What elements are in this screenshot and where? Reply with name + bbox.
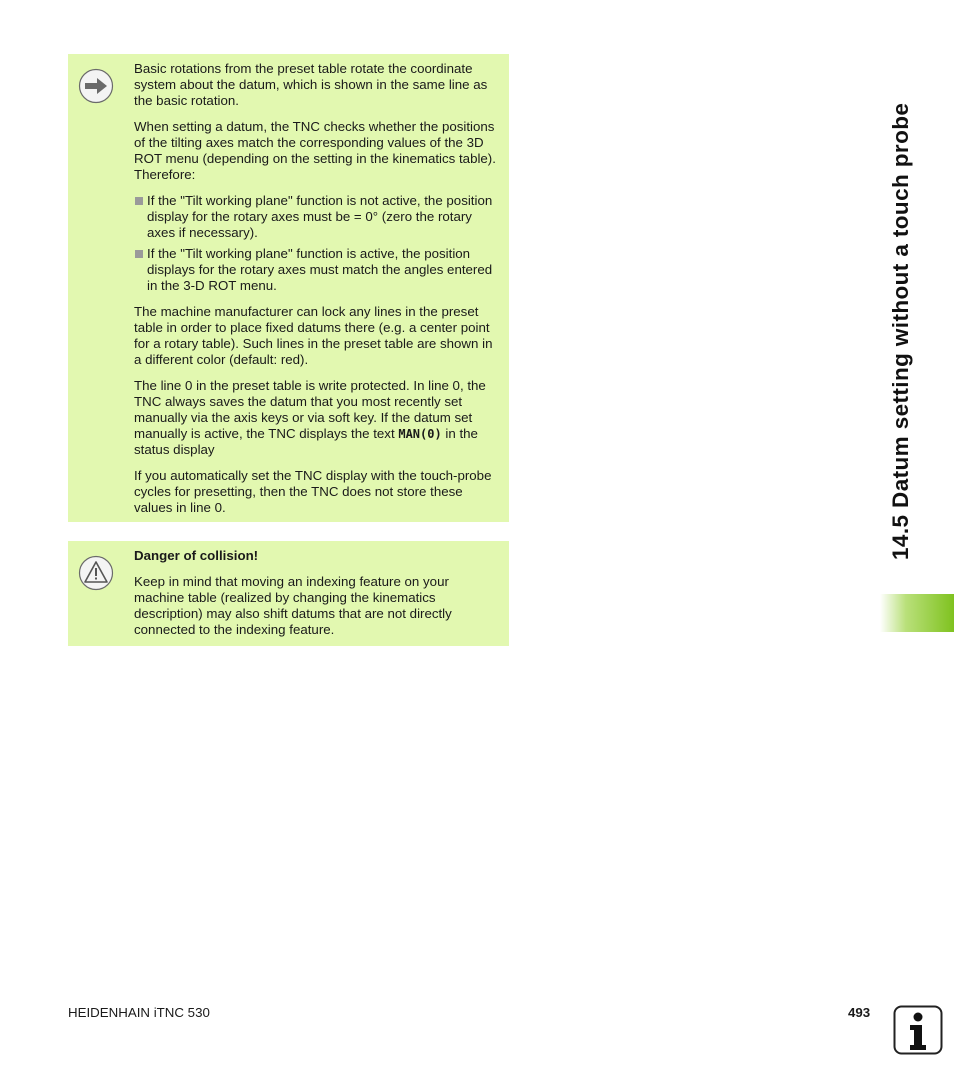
note-box — [68, 54, 509, 522]
list-item — [134, 193, 498, 241]
status-code: MAN(0) — [398, 427, 442, 441]
note-paragraph — [134, 378, 498, 458]
note-paragraph: The machine manufacturer can lock any lines in the preset table in order to place fixed datums there (e.g. a center point for a rotary table). Such lines in the preset table are shown in a different color (default: red). — [134, 304, 493, 367]
info-icon — [893, 1005, 943, 1055]
list-item-text: If the "Tilt working plane" function is not active, the position display for the rotary axes must be = 0° (zero the rotary axes if necessary). — [147, 193, 493, 240]
note-paragraph: When setting a datum, the TNC checks whether the positions of the tilting axes match the corresponding values of the 3D ROT menu (depending on the setting in the kinematics table). Therefore: — [134, 119, 496, 182]
bullet-square-icon — [135, 250, 143, 258]
note-text — [134, 61, 498, 526]
warning-title: Danger of collision! — [134, 548, 259, 563]
warning-box — [68, 541, 509, 646]
list-item-text: If the "Tilt working plane" function is active, the position displays for the rotary axes must match the angles entered in the 3-D ROT menu. — [147, 246, 493, 293]
bullet-square-icon — [135, 197, 143, 205]
warning-text — [134, 548, 498, 648]
arrow-right-icon — [78, 68, 114, 104]
warning-triangle-icon — [78, 555, 114, 591]
list-item — [134, 246, 498, 294]
note-paragraph: If you automatically set the TNC display with the touch-probe cycles for presetting, then the TNC does not store these values in line 0. — [134, 468, 492, 515]
line0-text: The line 0 in the preset table is write protected. In line 0, the TNC always saves the datum that you most recently set manually via the axis keys or via soft key. If the datum set manually is active, the TNC displays the text — [134, 378, 486, 441]
chapter-side-title: 14.5 Datum setting without a touch probe — [888, 102, 913, 560]
footer-product-name: HEIDENHAIN iTNC 530 — [68, 1005, 210, 1020]
note-paragraph: Basic rotations from the preset table rotate the coordinate system about the datum, which is shown in the same line as the basic rotation. — [134, 61, 488, 108]
chapter-tab-marker — [880, 594, 954, 632]
warning-paragraph: Keep in mind that moving an indexing feature on your machine table (realized by changing the kinematics description) may also shift datums that are not directly connected to the indexing feature. — [134, 574, 452, 637]
line0-text-end: in the status display — [134, 426, 478, 457]
page-number: 493 — [848, 1005, 871, 1020]
bullet-list — [134, 193, 498, 294]
